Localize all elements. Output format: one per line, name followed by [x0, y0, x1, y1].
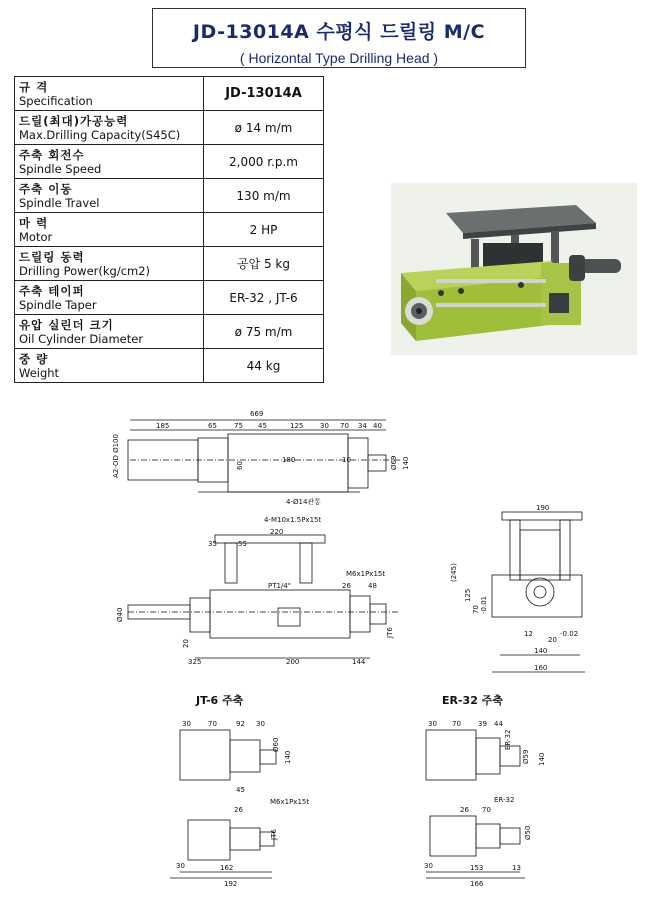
dim-right-140: 140	[402, 456, 410, 470]
dim-side-48: 48	[368, 582, 377, 590]
spec-label	[15, 179, 204, 213]
dim-label: 185	[156, 422, 170, 430]
dim-side-jt6: JT6	[386, 627, 394, 638]
spec-value: 130 m/m	[204, 179, 324, 213]
er32-label: ER-32	[504, 729, 512, 750]
spec-label	[15, 349, 204, 383]
spec-label-kr: 주축 회전수	[19, 147, 85, 162]
spec-label	[15, 281, 204, 315]
spec-value: 2 HP	[204, 213, 324, 247]
spec-label-en: Oil Cylinder Diameter	[19, 331, 144, 346]
spec-value: ø 14 m/m	[204, 111, 324, 145]
spec-table	[14, 76, 324, 383]
spec-label-kr: 마 력	[19, 215, 49, 230]
spec-label-kr: 드릴(최대)가공능력	[19, 113, 129, 128]
spec-label-en: Spindle Travel	[19, 195, 100, 210]
dim-end-20: 20	[548, 636, 557, 644]
dim-right-phi: Ø69	[390, 455, 398, 470]
dim-label: 70	[208, 720, 217, 728]
spec-label-en: Spindle Speed	[19, 161, 102, 176]
dim-label: 192	[224, 880, 238, 888]
spec-row	[15, 281, 324, 315]
pt-note: PT1/4"	[268, 582, 291, 590]
dim-side-phi40: Ø40	[116, 607, 124, 622]
dim-side-220: 220	[270, 528, 284, 536]
spec-label-kr: 드릴링 동력	[19, 249, 85, 264]
dim-bottom-200: 200	[286, 658, 300, 666]
er32-title: ER-32 주축	[442, 694, 503, 707]
dim-label: 26	[234, 806, 243, 814]
spec-label-kr: 유압 실린더 크기	[19, 317, 114, 332]
dim-label: 39	[478, 720, 487, 728]
dim-label: 140	[284, 750, 292, 764]
dim-end-tol: -0.01	[480, 595, 488, 614]
spec-label-en: Max.Drilling Capacity(S45C)	[19, 127, 181, 142]
spec-label	[15, 315, 204, 349]
spec-value: 2,000 r.p.m	[204, 145, 324, 179]
dim-label: 26	[460, 806, 469, 814]
page-subtitle: ( Horizontal Type Drilling Head )	[239, 50, 439, 66]
spec-label-kr: 주축 테이퍼	[19, 283, 85, 298]
dim-label: 30	[320, 422, 329, 430]
dim-label: 140	[538, 752, 546, 766]
dim-label: 30	[424, 862, 433, 870]
dim-inner-60: 60	[236, 461, 244, 470]
page-title: JD-13014A 수평식 드릴링 M/C	[192, 21, 486, 43]
spec-value: ER-32 , JT-6	[204, 281, 324, 315]
m6-note: M6x1Px15t	[346, 570, 386, 578]
dim-label: 75	[234, 422, 243, 430]
spec-label-en: Motor	[19, 229, 53, 244]
hole-note-1: 4-Ø14관통	[286, 498, 321, 506]
spec-label	[15, 247, 204, 281]
spec-value: 44 kg	[204, 349, 324, 383]
dim-label: 34	[358, 422, 367, 430]
spec-row	[15, 111, 324, 145]
dim-label: 30	[256, 720, 265, 728]
dim-label: 30	[428, 720, 437, 728]
er32-phi50: Ø50	[524, 825, 532, 840]
jt6-title: JT-6 주축	[196, 694, 244, 707]
jt6-m6-note: M6x1Px15t	[270, 798, 310, 806]
jt6-side-label: JT6	[270, 829, 278, 840]
spec-row	[15, 315, 324, 349]
dim-label: 153	[470, 864, 484, 872]
spec-label-en: Drilling Power(kg/cm2)	[19, 263, 151, 278]
dim-end-12: 12	[524, 630, 533, 638]
dim-label: 70	[482, 806, 491, 814]
spec-row	[15, 349, 324, 383]
dim-end-140: 140	[534, 647, 548, 655]
dim-end-245: (245)	[450, 563, 458, 582]
dim-side-55: 55	[238, 540, 247, 548]
dim-overall-length: 669	[250, 410, 264, 418]
er32-label-2: ER-32	[494, 796, 515, 804]
dim-left: A2-OD Ø100	[112, 434, 120, 478]
dim-end-tol2: -0.02	[560, 630, 579, 638]
spec-row-header	[15, 77, 324, 111]
dim-inner-180: 180	[282, 456, 296, 464]
spec-label-en: Specification	[19, 93, 93, 108]
jt6-phi: Ø60	[272, 737, 280, 752]
spec-label-kr: 중 량	[19, 351, 49, 366]
hole-note-2: 4-M10x1.5Px15t	[264, 516, 322, 524]
dim-side-35: 35	[208, 540, 217, 548]
spec-row	[15, 247, 324, 281]
dim-label: 13	[512, 864, 521, 872]
spec-label	[15, 77, 204, 111]
dim-label: 30	[182, 720, 191, 728]
dim-label: 166	[470, 880, 484, 888]
spec-value: ø 75 m/m	[204, 315, 324, 349]
spec-label	[15, 213, 204, 247]
technical-drawings	[0, 400, 668, 897]
product-photo	[391, 183, 637, 355]
title-box	[152, 8, 526, 68]
dim-label: 70	[452, 720, 461, 728]
dim-side-26: 26	[342, 582, 351, 590]
dim-end-160: 160	[534, 664, 548, 672]
spec-label-en: Spindle Taper	[19, 297, 97, 312]
spec-label	[15, 145, 204, 179]
spec-value: 공압 5 kg	[204, 247, 324, 281]
dim-bottom-325: 325	[188, 658, 202, 666]
dim-side-20: 20	[182, 639, 190, 648]
dim-label: 65	[208, 422, 217, 430]
dim-end-70: 70	[472, 605, 480, 614]
dim-end-190: 190	[536, 504, 550, 512]
dim-label: 40	[373, 422, 382, 430]
spec-row	[15, 179, 324, 213]
spec-value: JD-13014A	[204, 77, 324, 111]
dim-label: 45	[236, 786, 245, 794]
dim-label: 125	[290, 422, 304, 430]
spec-label-kr: 규 격	[19, 79, 49, 94]
dim-label: 45	[258, 422, 267, 430]
dim-end-125: 125	[464, 588, 472, 602]
dim-label: 30	[176, 862, 185, 870]
dim-bottom-144: 144	[352, 658, 366, 666]
spec-label	[15, 111, 204, 145]
spec-label-kr: 주축 이동	[19, 181, 73, 196]
dim-label: 92	[236, 720, 245, 728]
er32-phi59: Ø59	[522, 749, 530, 764]
dim-label: 70	[340, 422, 349, 430]
dim-inner-10: 10	[342, 456, 351, 464]
spec-row	[15, 213, 324, 247]
spec-label-en: Weight	[19, 365, 60, 380]
dim-label: 162	[220, 864, 234, 872]
spec-row	[15, 145, 324, 179]
dim-label: 44	[494, 720, 503, 728]
